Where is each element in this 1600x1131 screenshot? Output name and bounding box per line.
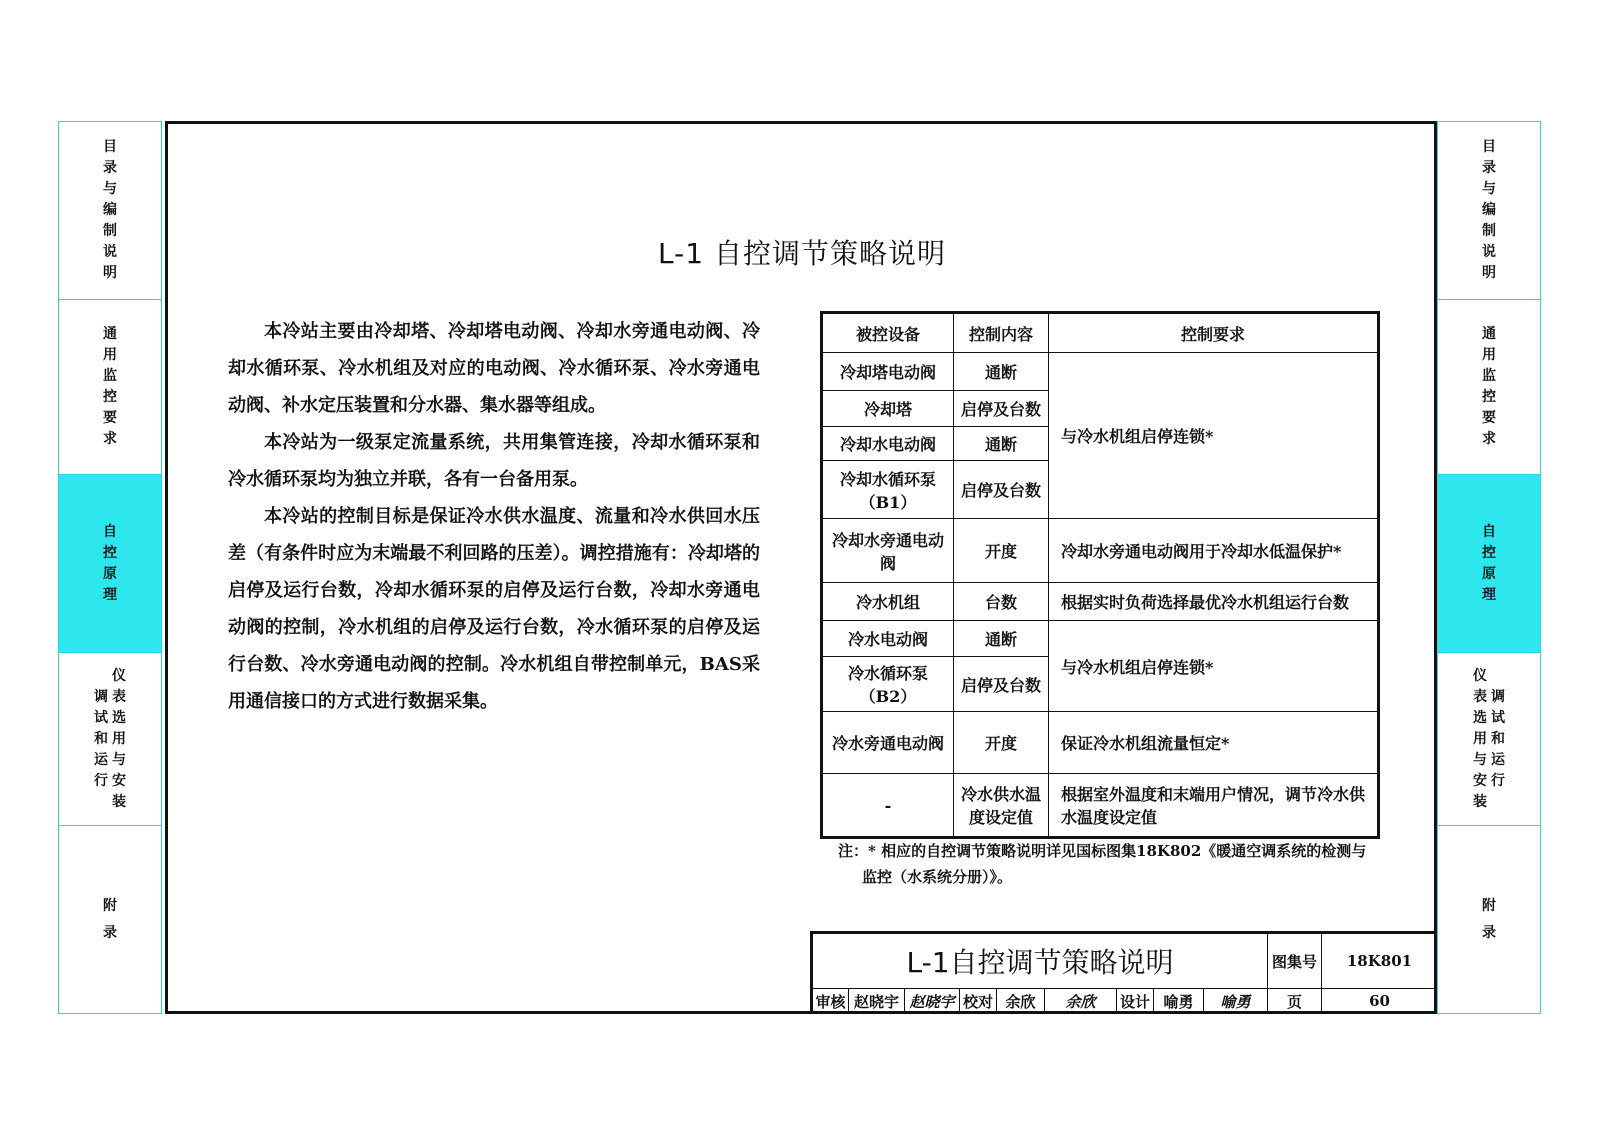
tab-char: 通 — [103, 326, 117, 342]
requirement-cell: 保证冷水机组流量恒定* — [1049, 712, 1379, 774]
tab-char: 理 — [1482, 586, 1496, 603]
tab-char: 自 — [103, 523, 117, 540]
tab-char: 用 — [112, 730, 126, 747]
tab-char: 控 — [103, 544, 117, 561]
title-block-row — [813, 988, 1437, 1014]
tab-char: 自 — [1482, 523, 1496, 540]
tab-label — [103, 522, 117, 606]
page-title-text: L-1 自控调节策略说明 — [658, 237, 946, 270]
title-block-row — [813, 934, 1437, 989]
content-cell: 通断 — [954, 353, 1049, 391]
checker-signature: 余欣 — [1045, 988, 1117, 1014]
content-cell: 通断 — [954, 427, 1049, 461]
content-cell: 通断 — [954, 621, 1049, 657]
tab-char: 控 — [1482, 544, 1496, 561]
content-cell: 启停及台数 — [954, 461, 1049, 519]
tab-char: 安 — [112, 772, 126, 789]
tab-char: 装 — [1473, 793, 1487, 810]
tab-char: 调 — [1491, 688, 1505, 705]
tab-char: 制 — [1482, 223, 1496, 239]
tab-control-principle[interactable] — [1438, 474, 1540, 652]
tab-char: 仪 — [1473, 667, 1487, 684]
design-label: 设计 — [1117, 988, 1154, 1014]
content-cell: 启停及台数 — [954, 657, 1049, 712]
tab-char: 目 — [1482, 139, 1496, 155]
content-cell: 开度 — [954, 712, 1049, 774]
description-text — [228, 313, 760, 720]
tab-control-principle[interactable] — [59, 474, 161, 652]
page-label: 页 — [1268, 988, 1322, 1014]
tab-char: 录 — [103, 160, 117, 176]
tab-label — [1473, 666, 1505, 813]
tab-char: 与 — [103, 181, 117, 197]
tab-char: 明 — [1482, 265, 1496, 281]
tab-char: 用 — [1482, 347, 1496, 363]
tab-label — [1482, 893, 1496, 947]
tab-char: 原 — [1482, 565, 1496, 582]
tab-char: 和 — [1491, 730, 1505, 747]
table-row — [822, 583, 1379, 621]
tab-char: 录 — [103, 924, 117, 941]
tab-char: 附 — [1482, 897, 1496, 914]
tab-label — [103, 324, 117, 450]
tab-appendix[interactable] — [1438, 825, 1540, 1013]
tab-char: 明 — [103, 265, 117, 281]
tab-monitoring-requirements[interactable] — [59, 299, 161, 474]
tab-label — [103, 893, 117, 947]
device-cell: 冷却水循环泵（B1） — [822, 461, 954, 519]
tab-char: 编 — [1482, 202, 1496, 218]
tab-char: 与 — [112, 751, 126, 768]
tab-char: 运 — [94, 751, 108, 768]
paragraph: 本冷站的控制目标是保证冷水供水温度、流量和冷水供回水压差（有条件时应为末端最不利回路的压差）。调控措施有：冷却塔的启停及运行台数，冷却水循环泵的启停及运行台数，冷却水旁通电动阀的控制，冷水机组的启停及运行台数，冷水循环泵的启停及运行台数、冷水旁通电动阀的控制。冷水机组自带控制单元，BAS采用通信接口的方式进行数据采集。 — [228, 506, 760, 712]
control-table — [820, 311, 1380, 839]
tab-char: 录 — [1482, 160, 1496, 176]
tab-char: 理 — [103, 586, 117, 603]
tab-char: 求 — [1482, 431, 1496, 447]
drawing-title: L-1自控调节策略说明 — [813, 934, 1268, 988]
review-label: 审核 — [813, 988, 849, 1014]
tab-char: 安 — [1473, 772, 1487, 789]
requirement-cell: 与冷水机组启停连锁* — [1049, 621, 1379, 712]
tab-char: 试 — [94, 709, 108, 726]
device-cell: 冷水旁通电动阀 — [822, 712, 954, 774]
table-row — [822, 712, 1379, 774]
tab-char: 编 — [103, 202, 117, 218]
tab-char: 行 — [1491, 772, 1505, 789]
device-cell: 冷水电动阀 — [822, 621, 954, 657]
device-cell: - — [822, 774, 954, 838]
atlas-number-label: 图集号 — [1268, 934, 1322, 988]
content-cell: 冷水供水温度设定值 — [954, 774, 1049, 838]
note-line: 注：* 相应的自控调节策略说明详见国标图集18K802《暖通空调系统的检测与 — [838, 842, 1367, 860]
device-cell: 冷水循环泵（B2） — [822, 657, 954, 712]
device-cell: 冷却水电动阀 — [822, 427, 954, 461]
tab-char: 行 — [94, 772, 108, 789]
tab-label — [1482, 522, 1496, 606]
device-cell: 冷却水旁通电动阀 — [822, 519, 954, 583]
content-cell: 启停及台数 — [954, 391, 1049, 427]
designer-signature: 喻勇 — [1204, 988, 1268, 1014]
tab-char: 与 — [1482, 181, 1496, 197]
reviewer-name: 赵晓宇 — [849, 988, 905, 1014]
tab-char: 与 — [1473, 751, 1487, 768]
device-cell: 冷却塔 — [822, 391, 954, 427]
content-cell: 开度 — [954, 519, 1049, 583]
tab-char: 装 — [112, 793, 126, 810]
check-label: 校对 — [960, 988, 997, 1014]
tab-char: 制 — [103, 223, 117, 239]
table-row — [822, 519, 1379, 583]
tab-char: 试 — [1491, 709, 1505, 726]
tab-char: 目 — [103, 139, 117, 155]
tab-monitoring-requirements[interactable] — [1438, 299, 1540, 474]
tab-char: 控 — [103, 389, 117, 405]
tab-char: 表 — [112, 688, 126, 705]
tab-char: 求 — [103, 431, 117, 447]
tab-char: 控 — [1482, 389, 1496, 405]
table-row — [822, 353, 1379, 391]
tab-char: 要 — [1482, 410, 1496, 426]
tab-char: 仪 — [112, 667, 126, 684]
tab-char: 选 — [112, 709, 126, 726]
tab-contents[interactable] — [1438, 122, 1540, 299]
page-title — [0, 232, 1600, 272]
requirement-cell: 与冷水机组启停连锁* — [1049, 353, 1379, 519]
tab-char: 和 — [94, 730, 108, 747]
column-header: 控制内容 — [954, 313, 1049, 353]
tab-char: 用 — [1473, 730, 1487, 747]
requirement-cell: 冷却水旁通电动阀用于冷却水低温保护* — [1049, 519, 1379, 583]
designer-name: 喻勇 — [1154, 988, 1204, 1014]
table-note — [838, 838, 1398, 890]
tab-instrument-installation[interactable] — [1438, 652, 1540, 825]
tab-char: 录 — [1482, 924, 1496, 941]
tab-char: 监 — [103, 368, 117, 384]
tab-char: 通 — [1482, 326, 1496, 342]
paragraph: 本冷站为一级泵定流量系统，共用集管连接，冷却水循环泵和冷水循环泵均为独立并联，各有一台备用泵。 — [228, 432, 760, 490]
requirement-cell: 根据实时负荷选择最优冷水机组运行台数 — [1049, 583, 1379, 621]
note-line: 监控（水系统分册）》。 — [862, 868, 1013, 886]
requirement-cell: 根据室外温度和末端用户情况，调节冷水供水温度设定值 — [1049, 774, 1379, 838]
tab-char: 选 — [1473, 709, 1487, 726]
reviewer-signature: 赵晓宇 — [905, 988, 960, 1014]
tab-contents[interactable] — [59, 122, 161, 299]
column-header: 控制要求 — [1049, 313, 1379, 353]
tab-char: 说 — [103, 244, 117, 260]
tab-appendix[interactable] — [59, 825, 161, 1013]
tab-char: 原 — [103, 565, 117, 582]
column-header: 被控设备 — [822, 313, 954, 353]
title-block — [810, 931, 1437, 1014]
tab-char: 用 — [103, 347, 117, 363]
table-row — [822, 774, 1379, 838]
tab-label — [1482, 324, 1496, 450]
content-cell: 台数 — [954, 583, 1049, 621]
tab-label — [94, 666, 126, 813]
table-header-row — [822, 313, 1379, 353]
tab-char: 运 — [1491, 751, 1505, 768]
device-cell: 冷水机组 — [822, 583, 954, 621]
paragraph: 本冷站主要由冷却塔、冷却塔电动阀、冷却水旁通电动阀、冷却水循环泵、冷水机组及对应的电动阀、冷水循环泵、冷水旁通电动阀、补水定压装置和分水器、集水器等组成。 — [228, 321, 760, 416]
device-cell: 冷却塔电动阀 — [822, 353, 954, 391]
checker-name: 余欣 — [997, 988, 1045, 1014]
tab-char: 监 — [1482, 368, 1496, 384]
tab-char: 要 — [103, 410, 117, 426]
tab-char: 说 — [1482, 244, 1496, 260]
atlas-number: 18K801 — [1346, 952, 1413, 970]
tab-char: 表 — [1473, 688, 1487, 705]
page-number: 60 — [1369, 992, 1390, 1010]
tab-char: 附 — [103, 897, 117, 914]
tab-instrument-installation[interactable] — [59, 652, 161, 825]
table-row — [822, 621, 1379, 657]
tab-char: 调 — [94, 688, 108, 705]
